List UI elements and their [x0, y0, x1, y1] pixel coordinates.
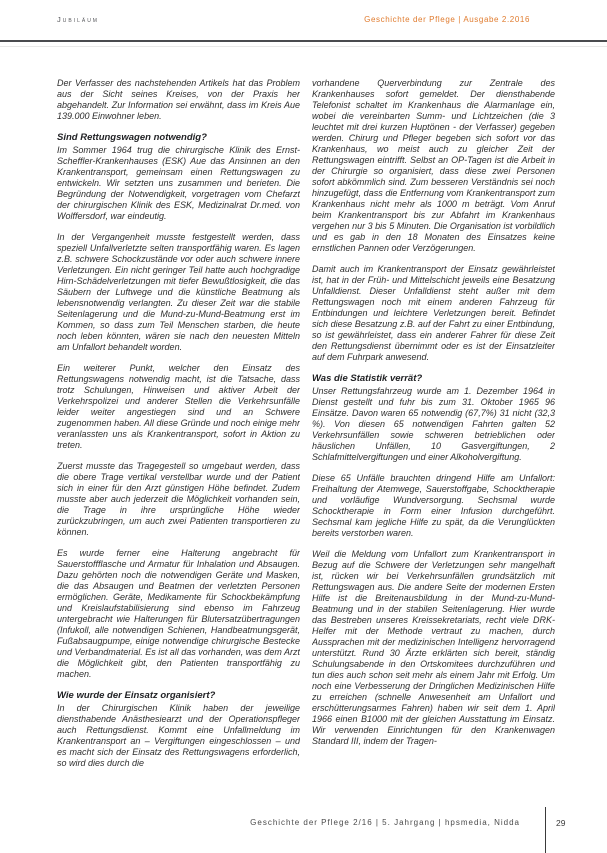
- article-paragraph: In der Chirurgischen Klinik haben der jeweilige diensthabende Anästhesiearzt und der Operationspfleger auch Rettungsdienst. Kommt eine Unfallmeldung im Krankentransport an – Vergiftungen eingeschlossen – und es macht sich der Einsatz des Rettungswagens erforderlich, so wird dies durch die: [57, 703, 300, 768]
- article-paragraph: Es wurde ferner eine Halterung angebracht für Sauerstoffflasche und Armatur für Inhalation und Absaugen. Dazu gehörten noch die notwendigen Geräte und Masken, die das Absaugen und Beatmen der verletzten Personen ermöglichen. Geräte, Medikamente für Schockbekämpfung und Kreislaufstabilisierung sind ebenso im Fahrzeug untergebracht wie Halterungen für Blutersatzübertragungen (Infukoll, alle notwendigen Schienen, Handbeatmungsgerät, Fußabsaugpumpe, einige notwendige chirurgische Bestecke und Verbandmaterial. Es ist all das vorhanden, was dem Arzt die Möglichkeit gibt, den Patienten transportfähig zu machen.: [57, 548, 300, 679]
- header-rule-shadow: [0, 46, 607, 47]
- article-paragraph: In der Vergangenheit musste festgestellt werden, dass speziell Unfallverletzte selten transportfähig waren. Es lagen z.B. schwere Schockzustände vor oder auch schwere innere Verletzungen. Ein nicht geringer Teil hatte auch hochgradige Hirn-Schädelverletzungen mit tiefer Bewußtlosigkeit, die das Säubern der Luftwege und die künstliche Beatmung als lebensnotwendig verlangten. Zu dieser Zeit war die stabile Seitenlagerung und die Mund-zu-Mund-Beatmung erst im Kommen, so dass zum Teil Menschen starben, die heute noch leben könnten, wären sie nach den neuesten Mitteln am Unfallort behandelt worden.: [57, 232, 300, 352]
- article-paragraph: vorhandene Querverbindung zur Zentrale des Krankenhauses sofort gemeldet. Der diensthabende Telefonist schaltet im Krankenhaus die Alarmanlage ein, wobei die vereinbarten Summ- und Lichtzeichen (die 3 leuchtet mit drei kurzen Huptönen - der Verfasser) gegeben werden. Chirurg und Pfleger begeben sich sofort vor das Krankenhaus, wo meist auch zu gleicher Zeit der Rettungswagen eintrifft. Selbst an OP-Tagen ist die Arbeit in der Chirurgie so organisiert, dass diese zwei Personen sofort abkömmlich sind. Zum besseren Verständnis sei noch hinzugefügt, dass die Entfernung vom Krankentransport zum Krankenhaus nicht mehr als 1000 m beträgt. Vom Anruf beim Krankentransport bis zur Abfahrt im Krankenhaus vergehen nur 3 bis 5 Minuten. Die Organisation ist vorbildlich und es gab in den 18 Monaten des Einsatzes keine ernstlichen Pannen oder Verzögerungen.: [312, 78, 555, 253]
- article-paragraph: Ein weiterer Punkt, welcher den Einsatz des Rettungswagens notwendig macht, ist die Tatsache, dass trotz Schulungen, Hinweisen und aktiver Arbeit der Verkehrspolizei und anderer Stellen die Verkehrsunfälle leider weiter angestiegen sind und an Schwere zugenommen haben. All diese Gründe und noch einige mehr veranlassten uns als Krankentransport, sofort in Aktion zu treten.: [57, 363, 300, 450]
- header-rule: [0, 40, 607, 42]
- section-heading: Was die Statistik verrät?: [312, 373, 423, 384]
- footer-divider: [545, 807, 546, 853]
- section-heading: Wie wurde der Einsatz organisiert?: [57, 690, 216, 701]
- article-column-left: [57, 78, 300, 804]
- footer-imprint: Geschichte der Pflege 2/16 | 5. Jahrgang | hpsmedia, Nidda: [250, 818, 520, 827]
- article-paragraph: Zuerst musste das Tragegestell so umgebaut werden, dass die obere Trage vertikal verstellbar wurde und der Patient sich in einer für den Arzt günstigen Höhe befindet. Zudem musste aber auch jederzeit die Möglichkeit vorhanden sein, die Trage in ihre ursprüngliche Höhe wieder zurückzubringen, um auch zwei Patienten transportieren zu können.: [57, 461, 300, 537]
- article-column-right: [312, 78, 555, 804]
- article-paragraph: Im Sommer 1964 trug die chirurgische Klinik des Ernst-Scheffler-Krankenhauses (ESK) Aue das Ansinnen an den Krankentransport, gemeinsam einen Rettungswagen zu entwickeln. Wir setzten uns zusammen und berieten. Die Begründung der Notwendigkeit, vorgetragen vom Chefarzt der chirurgischen Klinik des ESK, Medizinalrat Dr.med. von Wolffersdorf, war eindeutig.: [57, 145, 300, 221]
- footer-page-number: 29: [556, 818, 566, 828]
- page-header: [57, 15, 530, 24]
- article-paragraph: Damit auch im Krankentransport der Einsatz gewährleistet ist, hat in der Früh- und Mittelschicht jeweils eine Besatzung Unfalldienst. Dieser Unfalldienst steht außer mit dem Rettungswagen noch mit einem anderen Fahrzeug für Entbindungen und leichtere Verletzungen bereit. Befindet sich diese Besatzung z.B. auf der Fahrt zu einer Entbindung, so ist gewährleistet, dass ein anderer Fahrer für diese Zeit den Rettungsdienst übernimmt oder es ist der Einsatzleiter auf dem Fuhrpark anwesend.: [312, 264, 555, 362]
- article-body: [57, 78, 555, 804]
- article-paragraph: Weil die Meldung vom Unfallort zum Krankentransport in Bezug auf die Schwere der Verletzungen sehr mangelhaft ist, rücken wir bei Verkehrsunfällen grundsätzlich mit Rettungswagen aus. Die andere Seite der modernen Ersten Hilfe ist die Breitenausbildung in der Mund-zu-Mund-Beatmung und in der stabilen Seitenlagerung. Hier wurde das Bestreben unseres Kreissekretariats, recht viele DRK-Helfer mit der Methode vertraut zu machen, durch Aussprachen mit der medizinischen Intelligenz hervorragend unterstützt. Rund 30 Ärzte erklärten sich bereit, ständig Schulungsabende in den Ortskomitees durchzuführen und tun dies auch schon seit mehr als einem Jahr mit Erfolg. Um noch eine Verbesserung der Dringlichen Medizinischen Hilfe zu erreichen (schnelle Anwesenheit am Unfallort und erschütterungsarmes Fahren) haben wir seit dem 1. April 1966 einen B1000 mit der gleichen Ausstattung im Einsatz. Wir verwenden Einrichtungen für den Krankenwagen Standard III, indem der Tragen-: [312, 549, 555, 746]
- section-heading: Sind Rettungswagen notwendig?: [57, 132, 207, 143]
- article-paragraph: Der Verfasser des nachstehenden Artikels hat das Problem aus der Sicht seines Kreises, von der Praxis her abgehandelt. Zur Information sei erwähnt, dass im Kreis Aue 139.000 Einwohner leben.: [57, 78, 300, 121]
- header-section-label: Jubiläum: [57, 15, 99, 24]
- header-issue-label: Geschichte der Pflege | Ausgabe 2.2016: [364, 15, 530, 24]
- article-paragraph: Unser Rettungsfahrzeug wurde am 1. Dezember 1964 in Dienst gestellt und fuhr bis zum 31. Oktober 1965 96 Einsätze. Davon waren 65 notwendig (67,7%) 31 nicht (32,3 %). Von diesen 65 notwendigen Fahrten galten 52 Verkehrsunfällen sowie schweren betrieblichen oder häuslichen Unfällen, 10 Gasvergiftungen, 2 Schlafmittelvergiftungen und einer Alkoholvergiftung.: [312, 386, 555, 462]
- article-paragraph: Diese 65 Unfälle brauchten dringend Hilfe am Unfallort: Freihaltung der Atemwege, Sauerstoffgabe, Schocktherapie und vorläufige Wundversorgung. Sechsmal wurde Schocktherapie in Form einer Infusion durchgeführt. Sechsmal kam jegliche Hilfe zu spät, da die Verunglückten bereits verstorben waren.: [312, 473, 555, 538]
